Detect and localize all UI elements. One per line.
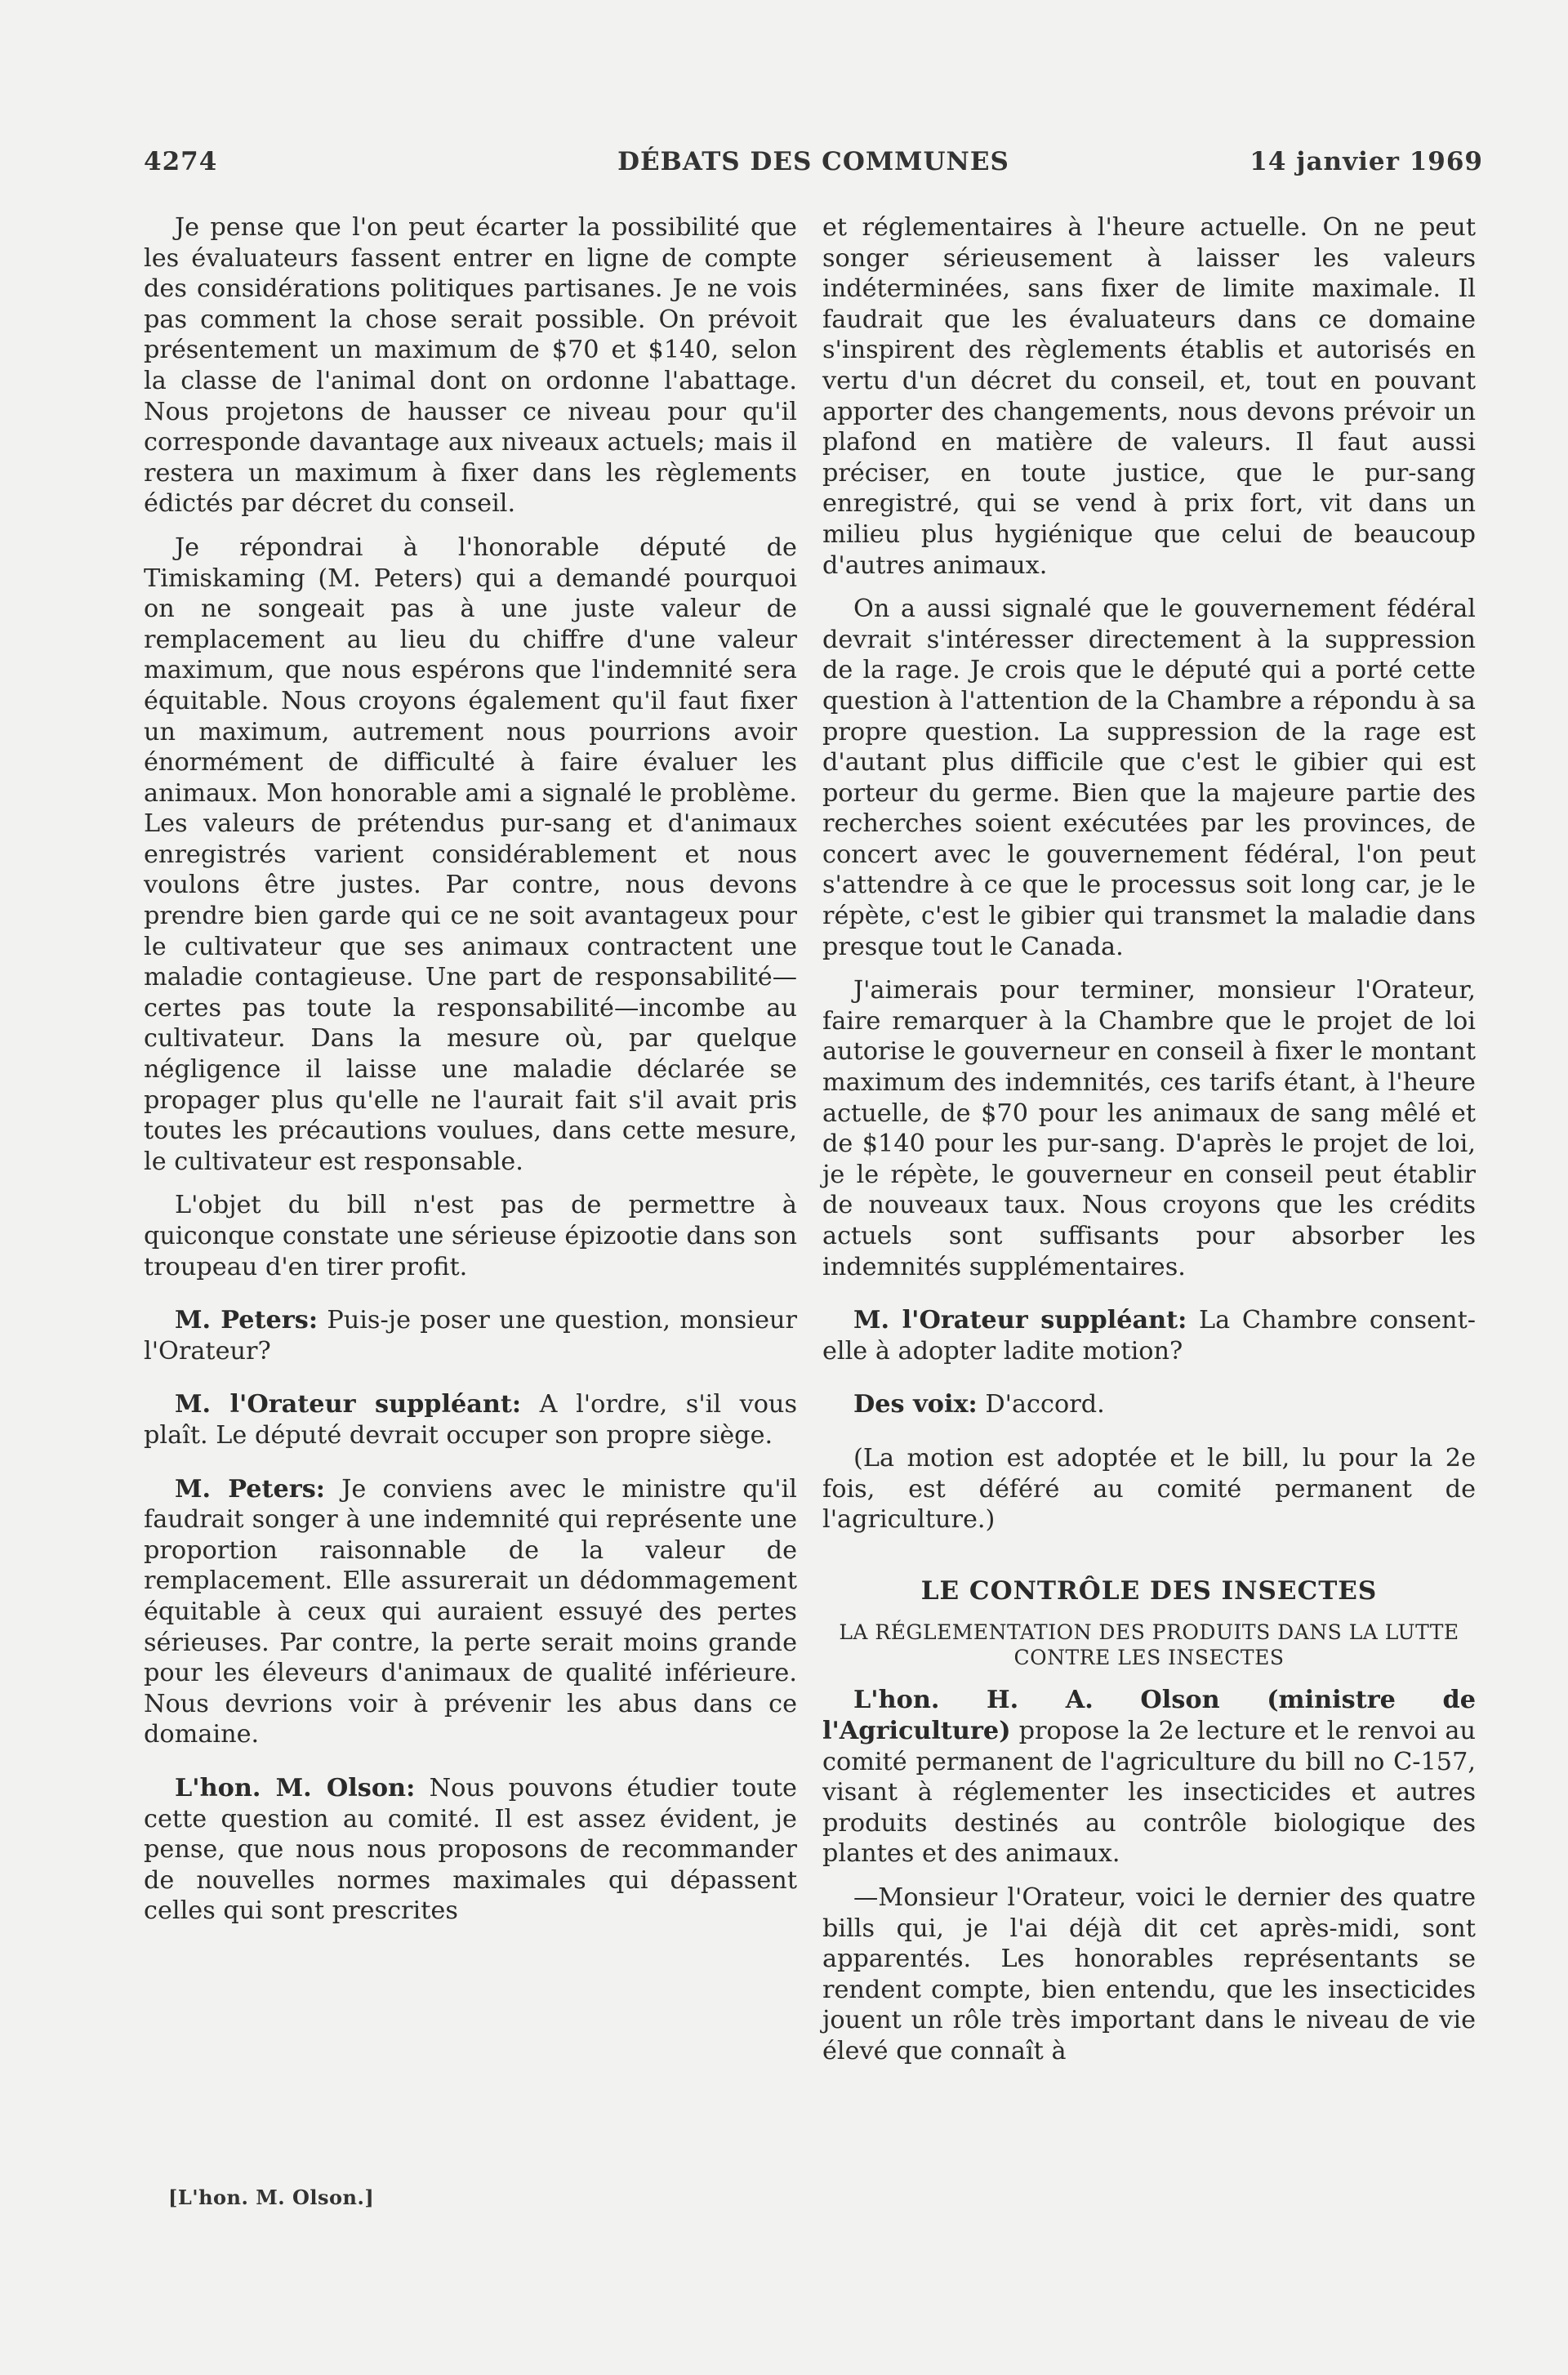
speech-paragraph bbox=[144, 1305, 797, 1366]
speaker-name: M. Peters: bbox=[175, 1474, 325, 1504]
speaker-name: Des voix: bbox=[853, 1390, 978, 1419]
speaker-name: M. l'Orateur suppléant: bbox=[853, 1306, 1187, 1335]
running-header bbox=[144, 147, 1483, 183]
page-number: 4274 bbox=[144, 147, 218, 176]
paragraph: Je répondrai à l'honorable député de Timiskaming (M. Peters) qui a demandé pourquoi on ne songeait pas à une juste valeur de remplacement au lieu du chiffre d'une valeur maximum, que nous espérons que l'indemnité sera équitable. Nous croyons également qu'il faut fixer un maximum, autrement nous pourrions avoir énormément de difficulté à faire évaluer les animaux. Mon honorable ami a signalé le problème. Les valeurs de prétendus pur-sang et d'animaux enregistrés varient considérablement et nous voulons être justes. Par contre, nous devons prendre bien garde qui ce ne soit avantageux pour le cultivateur que ses animaux contractent une maladie contagieuse. Une part de responsabilité—certes pas toute la responsabilité—incombe au cultivateur. Dans la mesure où, par quelque négligence il laisse une maladie déclarée se propager plus qu'elle ne l'aurait fait s'il avait pris toutes les précautions voulues, dans cette mesure, le cultivateur est responsable. bbox=[144, 532, 797, 1176]
speech-text: Puis-je poser une question, monsieur l'Orateur? bbox=[144, 1306, 797, 1366]
paragraph: et réglementaires à l'heure actuelle. On ne peut songer sérieusement à laisser les valeurs indéterminées, sans fixer de limite maximale. Il faudrait que les évaluateurs dans ce domaine s'inspirent des règlements établis et autorisés en vertu d'un décret du conseil, et, tout en pouvant apporter des changements, nous devons prévoir un plafond en matière de valeurs. Il faut aussi préciser, en toute justice, que le pur-sang enregistré, qui se vend à prix fort, vit dans un milieu plus hygiénique que celui de beaucoup d'autres animaux. bbox=[822, 213, 1476, 580]
speech-text: La Chambre consent-elle à adopter ladite motion? bbox=[822, 1306, 1476, 1366]
speech-paragraph bbox=[144, 1389, 797, 1450]
motion-note: (La motion est adoptée et le bill, lu pour la 2e fois, est déféré au comité permanent de l'agriculture.) bbox=[822, 1443, 1476, 1535]
right-column bbox=[822, 212, 1476, 2079]
speech-paragraph bbox=[822, 1685, 1476, 1869]
speech-text: Je conviens avec le ministre qu'il faudrait songer à une indemnité qui représente une proportion raisonnable de la valeur de remplacement. Elle assurerait un dédommagement équitable à ceux qui auraient essuyé des pertes sérieuses. Par contre, la perte serait moins grande pour les éleveurs d'animaux de qualité inférieure. Nous devrions voir à prévenir les abus dans ce domaine. bbox=[144, 1474, 797, 1749]
speaker-name: M. l'Orateur suppléant: bbox=[175, 1390, 522, 1419]
paragraph: L'objet du bill n'est pas de permettre à quiconque constate une sérieuse épizootie dans son troupeau d'en tirer profit. bbox=[144, 1191, 797, 1281]
speaker-name: L'hon. H. A. Olson (ministre de l'Agriculture) bbox=[822, 1686, 1476, 1745]
footer-speaker-ref: [L'hon. M. Olson.] bbox=[168, 2186, 375, 2209]
paragraph: —Monsieur l'Orateur, voici le dernier des quatre bills qui, je l'ai déjà dit cet après-midi, sont apparentés. Les honorables représentants se rendent compte, bien entendu, que les insecticides jouent un rôle très important dans le niveau de vie élevé que connaît à bbox=[822, 1883, 1476, 2065]
issue-date: 14 janvier 1969 bbox=[1250, 147, 1483, 176]
paragraph: J'aimerais pour terminer, monsieur l'Orateur, faire remarquer à la Chambre que le projet de loi autorise le gouverneur en conseil à fixer le montant maximum des indemnités, ces tarifs étant, à l'heure actuelle, de $70 pour les animaux de sang mêlé et de $140 pour les pur-sang. D'après le projet de loi, je le répète, le gouverneur en conseil peut établir de nouveaux taux. Nous croyons que les crédits actuels sont suffisants pour absorber les indemnités supplémentaires. bbox=[822, 976, 1476, 1281]
speech-text: A l'ordre, s'il vous plaît. Le député devrait occuper son propre siège. bbox=[144, 1390, 797, 1450]
speech-paragraph bbox=[144, 1773, 797, 1927]
speech-text: Nous pouvons étudier toute cette question au comité. Il est assez évident, je pense, que nous nous proposons de recommander de nouvelles normes maximales qui dépassent celles qui sont prescrites bbox=[144, 1773, 797, 1926]
speech-text: propose la 2e lecture et le renvoi au comité permanent de l'agriculture du bill no C-157, visant à réglementer les insecticides et autres produits destinés au contrôle biologique des plantes et des animaux. bbox=[822, 1716, 1476, 1869]
speech-paragraph bbox=[822, 1389, 1476, 1420]
left-column bbox=[144, 212, 797, 1940]
paragraph: Je pense que l'on peut écarter la possibilité que les évaluateurs fassent entrer en ligne de compte des considérations politiques partisanes. Je ne vois pas comment la chose serait possible. On prévoit présentement un maximum de $70 et $140, selon la classe de l'animal dont on ordonne l'abattage. Nous projetons de hausser ce niveau pour qu'il corresponde davantage aux niveaux actuels; mais il restera un maximum à fixer dans les règlements édictés par décret du conseil. bbox=[144, 213, 797, 519]
speech-paragraph bbox=[144, 1474, 797, 1750]
section-title: LE CONTRÔLE DES INSECTES bbox=[920, 1575, 1378, 1606]
section-subtitle: LA RÉGLEMENTATION DES PRODUITS DANS LA LUTTE CONTRE LES INSECTES bbox=[839, 1620, 1459, 1670]
speaker-name: M. Peters: bbox=[175, 1306, 318, 1335]
paragraph: On a aussi signalé que le gouvernement fédéral devrait s'intéresser directement à la suppression de la rage. Je crois que le député qui a porté cette question à l'attention de la Chambre a répondu à sa propre question. La suppression de la rage est d'autant plus difficile que c'est le gibier qui est porteur du germe. Bien que la majeure partie des recherches soient exécutées par les provinces, de concert avec le gouvernement fédéral, l'on peut s'attendre à ce que le processus soit long car, je le répète, c'est le gibier qui transmet la maladie dans presque tout le Canada. bbox=[822, 595, 1476, 961]
speech-paragraph bbox=[822, 1305, 1476, 1366]
journal-title: DÉBATS DES COMMUNES bbox=[617, 147, 1009, 176]
speech-text: D'accord. bbox=[985, 1390, 1105, 1419]
speaker-name: L'hon. M. Olson: bbox=[175, 1773, 416, 1802]
